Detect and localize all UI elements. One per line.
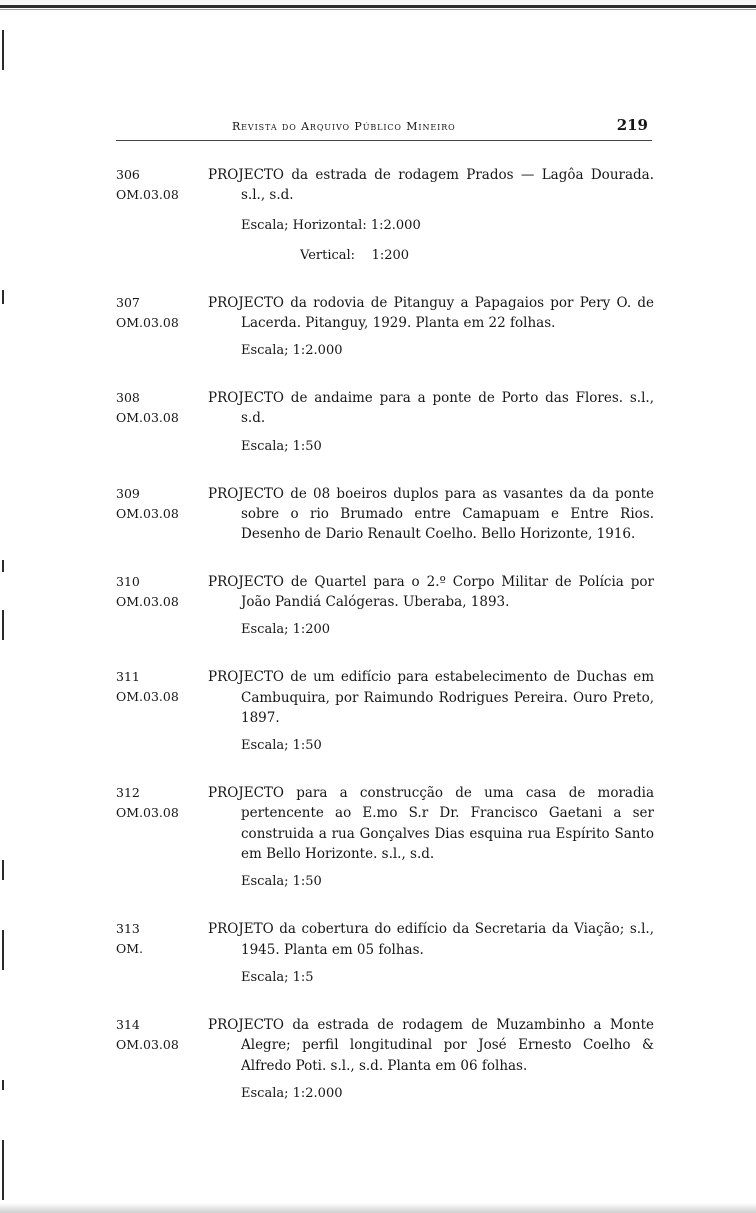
entry-code: OM.03.08 (116, 505, 179, 521)
entry-codes (116, 919, 206, 959)
binding-mark (2, 560, 4, 572)
page-number: 219 (616, 116, 648, 134)
entry-code: OM.03.08 (116, 314, 179, 330)
entry-codes (116, 667, 206, 707)
entry-description: PROJECTO da estrada de rodagem de Muzambinho a Monte Alegre; perfil longitudinal por José Ernesto Coelho & Alfredo Poti. s.l., s.d. Planta em 06 folhas. (208, 1016, 654, 1074)
entry-description: PROJETO da cobertura do edifício da Secretaria da Viação; s.l., 1945. Planta em 05 folhas. (208, 921, 654, 958)
catalog-entry (116, 388, 654, 457)
entry-description: PROJECTO de 08 boeiros duplos para as vasantes da da ponte sobre o rio Brumado entre Camapuam e Entre Rios. Desenho de Dario Renault Coelho. Bello Horizonte, 1916. (208, 485, 654, 543)
entry-description: PROJECTO de Quartel para o 2.º Corpo Militar de Polícia por João Pandiá Calógeras. Uberaba, 1893. (208, 573, 654, 610)
entry-codes (116, 293, 206, 333)
entry-code: OM. (116, 941, 144, 957)
entry-number: 309 (116, 485, 140, 501)
entry-scale: Escala; 1:200 (241, 622, 331, 638)
entry-scale: Escala; 1:2.000 (241, 1085, 343, 1101)
entry-code: OM.03.08 (116, 410, 179, 426)
page-bottom-edge (0, 1203, 756, 1213)
binding-mark (2, 860, 4, 880)
entry-number: 312 (116, 785, 140, 801)
entry-codes (116, 388, 206, 428)
catalog-entries (116, 165, 654, 1131)
entry-description: PROJECTO da estrada de rodagem Prados — Lagôa Dourada. s.l., s.d. (208, 167, 654, 204)
entry-number: 311 (116, 669, 140, 685)
catalog-entry (116, 1015, 654, 1104)
entry-scale-horizontal: Escala; Horizontal: 1:2.000 (241, 217, 421, 233)
catalog-entry (116, 572, 654, 641)
binding-mark (2, 1140, 4, 1200)
entry-number: 308 (116, 390, 140, 406)
entry-scale: Escala; 1:5 (241, 969, 314, 985)
entry-description: PROJECTO de andaime para a ponte de Porto das Flores. s.l., s.d. (208, 390, 654, 427)
header-rule (116, 140, 652, 141)
entry-description: PROJECTO para a construcção de uma casa de moradia pertencente ao E.mo S.r Dr. Francisco Gaetani a ser construida a rua Gonçalves Dias esquina rua Espírito Santo em Bello Horizonte. s.l., s.d. (208, 785, 654, 863)
entry-scale: Escala; 1:50 (241, 738, 322, 754)
entry-code: OM.03.08 (116, 187, 179, 202)
entry-code: OM.03.08 (116, 593, 179, 609)
entry-scale: Escala; 1:50 (241, 874, 322, 890)
entry-codes (116, 1015, 206, 1055)
entry-codes (116, 783, 206, 823)
entry-code: OM.03.08 (116, 689, 179, 705)
entry-number: 306 (116, 167, 140, 182)
entry-number: 310 (116, 573, 140, 589)
running-header (116, 116, 652, 138)
catalog-entry (116, 484, 654, 545)
entry-number: 314 (116, 1016, 140, 1032)
binding-mark (2, 1080, 4, 1090)
entry-number: 313 (116, 921, 140, 937)
binding-mark (2, 290, 4, 304)
entry-codes (116, 484, 206, 524)
catalog-entry (116, 293, 654, 362)
catalog-entry (116, 919, 654, 988)
entry-scale: Escala; 1:50 (241, 438, 322, 454)
entry-codes (116, 165, 206, 205)
binding-mark (2, 610, 4, 640)
catalog-entry (116, 165, 654, 266)
entry-number: 307 (116, 294, 140, 310)
entry-codes (116, 572, 206, 612)
catalog-entry (116, 667, 654, 756)
entry-scale: Escala; 1:2.000 (241, 343, 343, 359)
entry-code: OM.03.08 (116, 1036, 179, 1052)
running-header-title: Revista do Arquivo Público Mineiro (232, 120, 456, 133)
top-border-line-thin (0, 9, 756, 10)
binding-mark (2, 30, 4, 70)
entry-description: PROJECTO da rodovia de Pitanguy a Papagaios por Pery O. de Lacerda. Pitanguy, 1929. Planta em 22 folhas. (208, 294, 654, 331)
entry-description: PROJECTO de um edifício para estabelecimento de Duchas em Cambuquira, por Raimundo Rodrigues Pereira. Ouro Preto, 1897. (208, 669, 654, 726)
entry-code: OM.03.08 (116, 805, 179, 821)
binding-mark (2, 930, 4, 970)
entry-scale-vertical: Vertical: 1:200 (300, 247, 410, 263)
binding-marks (0, 0, 8, 1213)
catalog-entry (116, 783, 654, 892)
top-border-line (0, 5, 756, 8)
